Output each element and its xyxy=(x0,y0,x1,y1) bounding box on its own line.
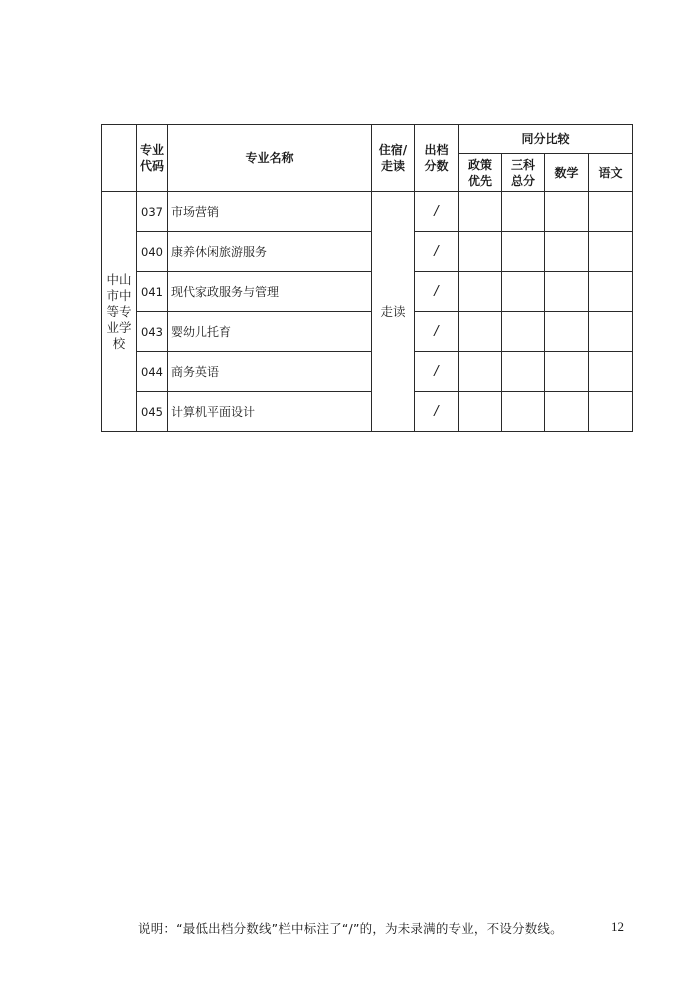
three-total-cell xyxy=(502,232,545,272)
score-header-line1: 出档 xyxy=(424,143,449,157)
major-code: 037 xyxy=(137,192,168,232)
three-total-header-line2: 总分 xyxy=(510,173,535,188)
policy-cell xyxy=(459,312,502,352)
policy-cell xyxy=(459,232,502,272)
policy-header-line2: 优先 xyxy=(467,173,492,188)
code-header-line1: 专业 xyxy=(139,143,164,157)
page-number: 12 xyxy=(611,919,624,934)
score-value: / xyxy=(415,352,459,392)
major-name: 婴幼儿托育 xyxy=(168,312,372,352)
three-total-cell xyxy=(502,392,545,432)
major-name: 市场营销 xyxy=(168,192,372,232)
mode-header-line1: 住宿/ xyxy=(378,143,408,157)
code-header-line2: 代码 xyxy=(139,159,164,173)
major-code: 045 xyxy=(137,392,168,432)
chinese-cell xyxy=(589,352,633,392)
table-row xyxy=(102,392,633,432)
major-name: 现代家政服务与管理 xyxy=(168,272,372,312)
policy-cell xyxy=(459,392,502,432)
score-value: / xyxy=(415,312,459,352)
score-value: / xyxy=(415,392,459,432)
major-name: 康养休闲旅游服务 xyxy=(168,232,372,272)
footer-note: 说明：“最低出档分数线”栏中标注了“/”的，为未录满的专业，不设分数线。 xyxy=(138,921,563,936)
major-code: 044 xyxy=(137,352,168,392)
three-total-cell xyxy=(502,272,545,312)
math-cell xyxy=(545,192,589,232)
school-name-cell xyxy=(102,192,137,432)
three-total-cell xyxy=(502,312,545,352)
policy-cell xyxy=(459,272,502,312)
three-total-cell xyxy=(502,352,545,392)
score-header-line2: 分数 xyxy=(424,159,449,173)
table-row xyxy=(102,232,633,272)
math-header: 数学 xyxy=(545,154,589,192)
chinese-cell xyxy=(589,232,633,272)
math-cell xyxy=(545,312,589,352)
policy-cell xyxy=(459,352,502,392)
major-name: 计算机平面设计 xyxy=(168,392,372,432)
score-value: / xyxy=(415,232,459,272)
school-header-cell xyxy=(102,125,137,192)
name-header: 专业名称 xyxy=(168,125,372,192)
chinese-cell xyxy=(589,392,633,432)
mode-header-line2: 走读 xyxy=(380,159,405,173)
score-header xyxy=(415,125,459,192)
math-cell xyxy=(545,232,589,272)
policy-header xyxy=(459,154,502,192)
table-row xyxy=(102,352,633,392)
admission-table xyxy=(101,124,633,432)
math-cell xyxy=(545,392,589,432)
three-total-header xyxy=(502,154,545,192)
code-header xyxy=(137,125,168,192)
major-code: 041 xyxy=(137,272,168,312)
policy-cell xyxy=(459,192,502,232)
major-name: 商务英语 xyxy=(168,352,372,392)
table-row xyxy=(102,312,633,352)
mode-header xyxy=(372,125,415,192)
math-cell xyxy=(545,272,589,312)
three-total-header-line1: 三科 xyxy=(510,157,535,172)
major-code: 040 xyxy=(137,232,168,272)
score-value: / xyxy=(415,272,459,312)
chinese-header: 语文 xyxy=(589,154,633,192)
table-row xyxy=(102,192,633,232)
chinese-cell xyxy=(589,272,633,312)
chinese-cell xyxy=(589,312,633,352)
score-value: / xyxy=(415,192,459,232)
school-name: 中山市中等专业学校 xyxy=(106,271,132,351)
math-cell xyxy=(545,352,589,392)
table-row xyxy=(102,272,633,312)
chinese-cell xyxy=(589,192,633,232)
three-total-cell xyxy=(502,192,545,232)
policy-header-line1: 政策 xyxy=(467,157,492,172)
mode-value: 走读 xyxy=(372,192,415,432)
major-code: 043 xyxy=(137,312,168,352)
compare-group-header: 同分比较 xyxy=(459,125,633,154)
